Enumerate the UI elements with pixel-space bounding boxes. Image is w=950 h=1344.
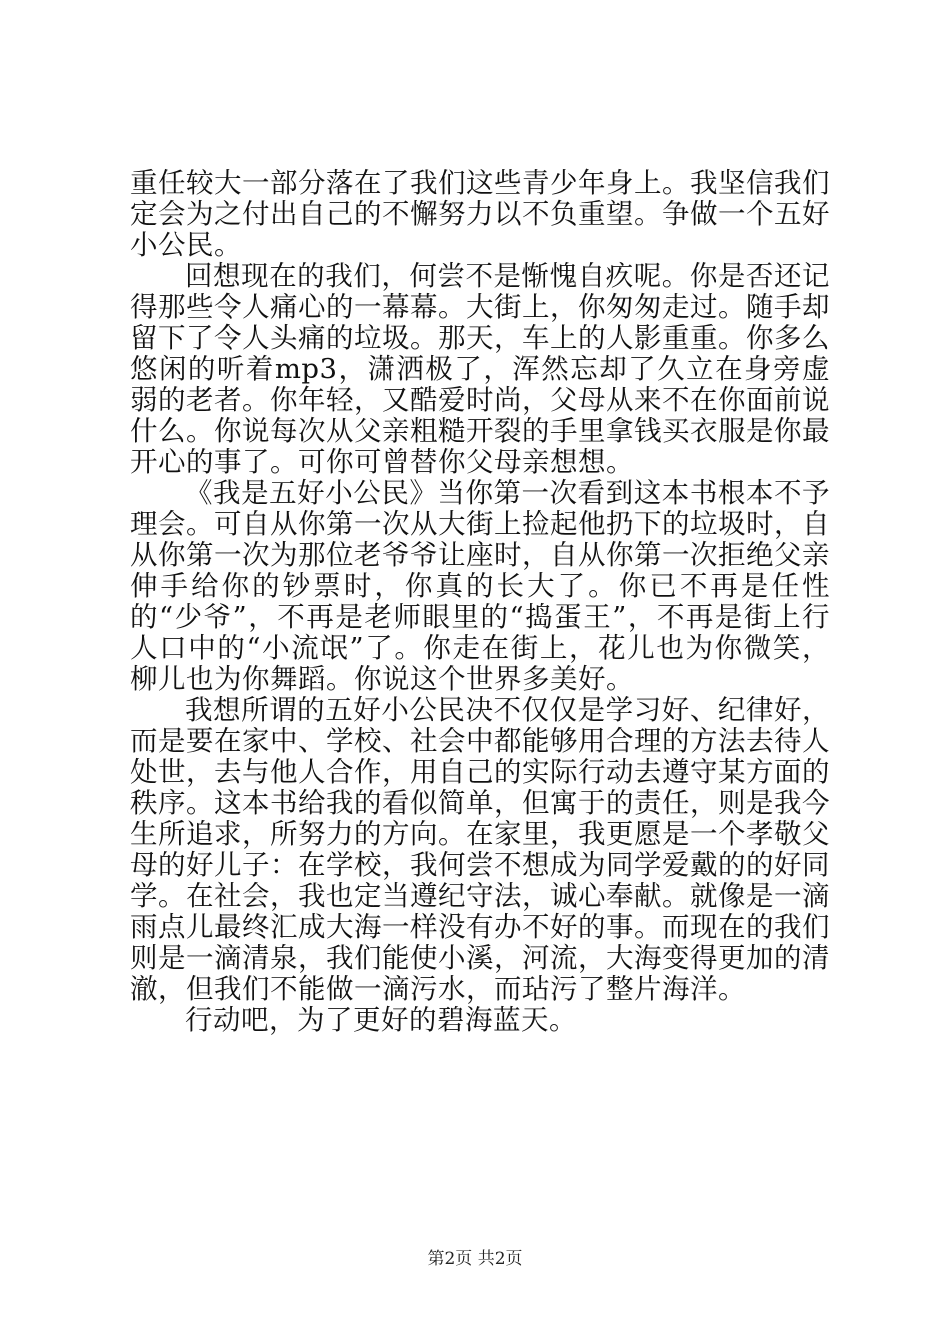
- paragraph-continuation: 重任较大一部分落在了我们这些青少年身上。我坚信我们定会为之付出自己的不懈努力以不负重望。争做一个五好小公民。: [130, 167, 830, 261]
- paragraph-conclusion: 行动吧，为了更好的碧海蓝天。: [185, 1004, 577, 1036]
- paragraph-meaning: 我想所谓的五好小公民决不仅仅是学习好、纪律好，而是要在家中、学校、社会中都能够用合理的方法去待人处世，去与他人合作，用自己的实际行动去遵守某方面的秩序。这本书给我的看似简单，但寓于的责任，则是我今生所追求，所努力的方向。在家里，我更愿是一个孝敬父母的好儿子：在学校，我何尝不想成为同学爱戴的的好同学。在社会，我也定当遵纪守法，诚心奉献。就像是一滴雨点儿最终汇成大海一样没有办不好的事。而现在的我们则是一滴清泉，我们能使小溪，河流，大海变得更加的清澈，但我们不能做一滴污水，而玷污了整片海洋。: [130, 694, 830, 1005]
- page-footer: 第2页 共2页: [427, 1249, 523, 1269]
- paragraph-reflection: 回想现在的我们，何尝不是惭愧自疚呢。你是否还记得那些令人痛心的一幕幕。大街上，你匆匆走过。随手却留下了令人头痛的垃圾。那天，车上的人影重重。你多么悠闲的听着mp3，潇洒极了，浑然忘却了久立在身旁虚弱的老者。你年轻，又酷爱时尚，父母从来不在你面前说什么。你说每次从父亲粗糙开裂的手里拿钱买衣服是你最开心的事了。可你可曾替你父母亲想想。: [130, 260, 830, 478]
- body-text: [130, 168, 830, 1036]
- paragraph-book: 《我是五好小公民》当你第一次看到这本书根本不予理会。可自从你第一次从大街上捡起他扔下的垃圾时，自从你第一次为那位老爷爷让座时，自从你第一次拒绝父亲伸手给你的钞票时，你真的长大了。你已不再是任性的“少爷”，不再是老师眼里的“捣蛋王”，不再是街上行人口中的“小流氓”了。你走在街上，花儿也为你微笑，柳儿也为你舞蹈。你说这个世界多美好。: [130, 477, 830, 695]
